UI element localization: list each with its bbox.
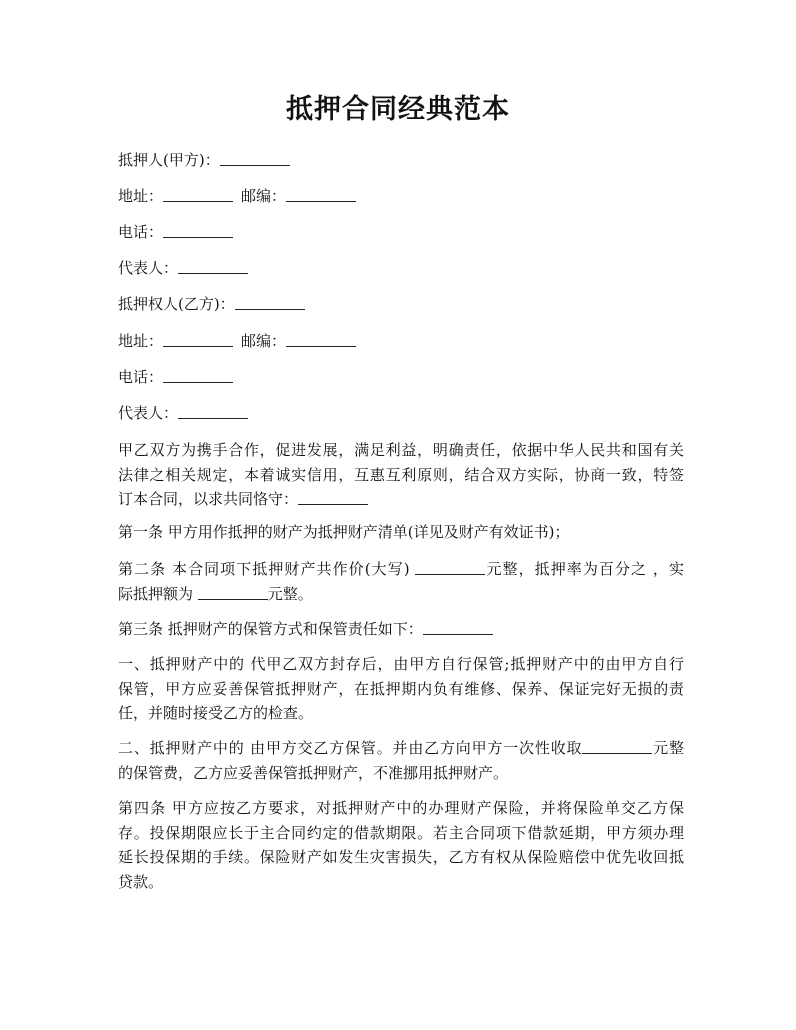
article-4-line-3: 延长投保期的手续。保险财产如发生灾害损失，乙方有权从保险赔偿中优先收回抵 bbox=[118, 848, 684, 866]
mortgagor-address-blank bbox=[163, 187, 233, 202]
mortgagee-line bbox=[118, 292, 684, 316]
article-3-blank bbox=[423, 620, 493, 635]
article-1: 第一条 甲方用作抵押的财产为抵押财产清单(详见及财产有效证书)； bbox=[118, 523, 570, 541]
preamble-line-2: 法律之相关规定，本着诚实信用，互惠互利原则，结合双方实际，协商一致，特签 bbox=[118, 465, 684, 484]
mortgagor-line bbox=[118, 148, 684, 172]
clause-1 bbox=[118, 652, 684, 726]
clause-2-fee-blank bbox=[582, 739, 652, 754]
clause-1-line-1: 一、抵押财产中的 代甲乙双方封存后，由甲方自行保管;抵押财产中的由甲方自行 bbox=[118, 655, 684, 673]
article-2-line-2-b: 元整。 bbox=[267, 584, 313, 603]
mortgagee-postcode-blank bbox=[286, 332, 356, 347]
mortgagee-phone-line bbox=[118, 365, 684, 389]
mortgagee-address-label: 地址： bbox=[118, 332, 164, 350]
mortgagee-phone-label: 电话： bbox=[118, 368, 164, 386]
mortgagee-address-blank bbox=[163, 332, 233, 347]
mortgagor-phone-blank bbox=[163, 223, 233, 238]
mortgagor-representative-line bbox=[118, 256, 684, 280]
preamble-line-3 bbox=[118, 487, 684, 512]
clause-2-line-1-a: 二、抵押财产中的 由甲方交乙方保管。并由乙方向甲方一次性收取 bbox=[118, 739, 583, 757]
mortgagor-phone-label: 电话： bbox=[118, 223, 164, 241]
article-2-amount-blank bbox=[198, 585, 268, 600]
mortgagor-address-line bbox=[118, 184, 684, 208]
article-4-line-2: 存。投保期限应长于主合同约定的借款期限。若主合同项下借款延期，甲方须办理 bbox=[118, 823, 684, 842]
article-3-text: 第三条 抵押财产的保管方式和保管责任如下： bbox=[118, 620, 423, 638]
article-4-line-4: 贷款。 bbox=[118, 872, 164, 891]
preamble-line-3-text: 订本合同，以求共同恪守： bbox=[118, 490, 299, 508]
mortgagor-phone-line bbox=[118, 220, 684, 244]
clause-1-line-2: 保管，甲方应妥善保管抵押财产，在抵押期内负有维修、保养、保证完好无损的责 bbox=[118, 679, 684, 698]
clause-1-line-3: 任，并随时接受乙方的检查。 bbox=[118, 704, 314, 722]
article-2-line-1-b: 元整，抵押率为百分之 ，实 bbox=[485, 560, 684, 578]
clause-2-line-1 bbox=[118, 736, 684, 761]
article-4 bbox=[118, 796, 684, 894]
clause-2-line-1-b: 元整 bbox=[652, 739, 684, 757]
mortgagor-name-blank bbox=[220, 151, 290, 166]
mortgagor-label: 抵押人(甲方)： bbox=[118, 151, 220, 169]
mortgagee-name-blank bbox=[235, 295, 305, 310]
article-2-line-2-a: 际抵押额为 bbox=[118, 584, 198, 603]
clause-2-line-2: 的保管费，乙方应妥善保管抵押财产，不准挪用抵押财产。 bbox=[118, 763, 509, 782]
mortgagor-representative-blank bbox=[178, 259, 248, 274]
preamble-paragraph bbox=[118, 438, 684, 512]
mortgagor-postcode-blank bbox=[286, 187, 356, 202]
article-2-line-1 bbox=[118, 557, 684, 582]
mortgagee-postcode-label: 邮编： bbox=[241, 332, 287, 350]
article-2-price-blank bbox=[415, 560, 485, 575]
mortgagor-address-label: 地址： bbox=[118, 187, 164, 205]
mortgagee-label: 抵押权人(乙方)： bbox=[118, 295, 235, 313]
mortgagee-representative-blank bbox=[178, 404, 248, 419]
mortgagor-representative-label: 代表人： bbox=[118, 259, 179, 277]
preamble-line-1: 甲乙双方为携手合作，促进发展，满足利益，明确责任，依据中华人民共和国有关 bbox=[118, 441, 684, 459]
clause-2 bbox=[118, 736, 684, 785]
preamble-blank bbox=[298, 490, 368, 505]
mortgagee-representative-line bbox=[118, 401, 684, 425]
article-2-line-1-a: 第二条 本合同项下抵押财产共作价(大写) bbox=[118, 560, 416, 578]
article-2 bbox=[118, 557, 684, 606]
mortgagee-phone-blank bbox=[163, 368, 233, 383]
article-4-line-1: 第四条 甲方应按乙方要求，对抵押财产中的办理财产保险，并将保险单交乙方保 bbox=[118, 799, 684, 817]
mortgagee-address-line bbox=[118, 329, 684, 353]
mortgagee-representative-label: 代表人： bbox=[118, 404, 179, 422]
document-title: 抵押合同经典范本 bbox=[286, 94, 510, 125]
article-3 bbox=[118, 617, 684, 641]
mortgagor-postcode-label: 邮编： bbox=[241, 187, 287, 205]
article-2-line-2 bbox=[118, 582, 684, 607]
